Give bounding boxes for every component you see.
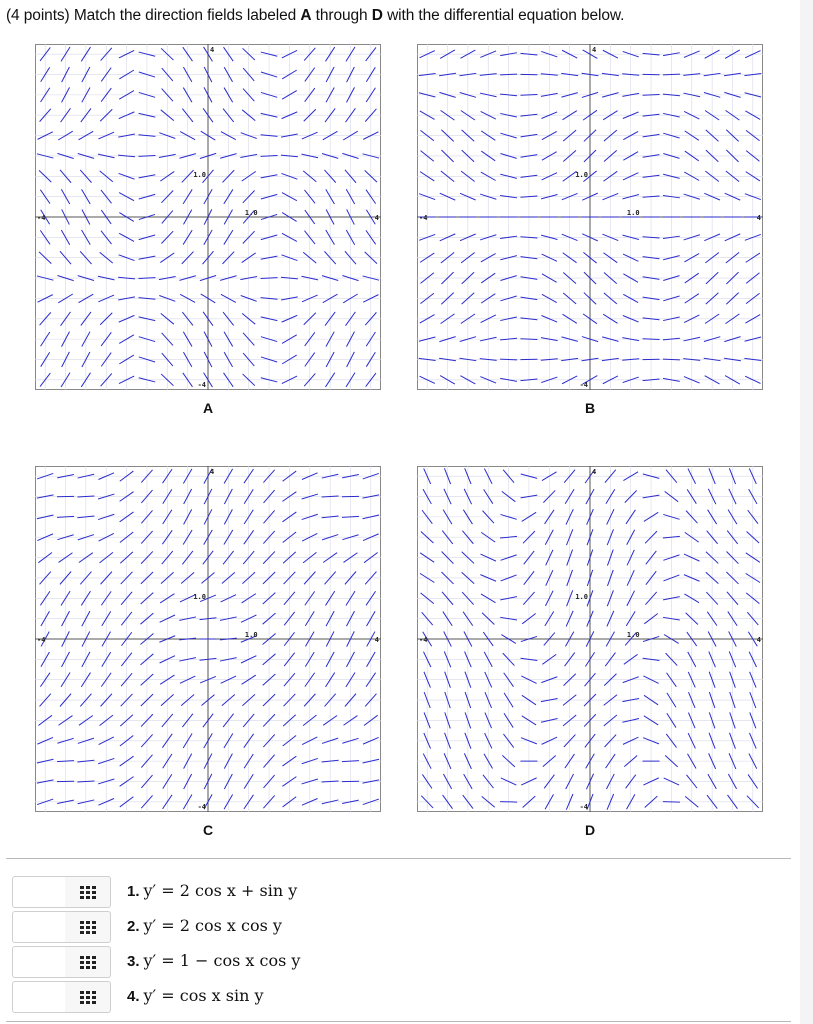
equation-text-2: y′ = 2 cos x cos y xyxy=(143,916,282,935)
bottom-divider xyxy=(6,1021,791,1022)
equation-2 xyxy=(127,916,282,935)
direction-field-a-plot xyxy=(35,44,381,390)
equation-text-3: y′ = 1 − cos x cos y xyxy=(143,951,301,970)
axis-label-x-min: -4 xyxy=(419,636,428,644)
answer-input-2[interactable] xyxy=(12,911,66,943)
direction-field-d-plot xyxy=(417,466,763,812)
axis-tick-x: 1.0 xyxy=(626,631,640,639)
field-label-a: A xyxy=(202,400,214,416)
equation-number-1: 1. xyxy=(127,883,140,900)
axis-label-y-min: -4 xyxy=(197,803,206,811)
direction-field-c-plot xyxy=(35,466,381,812)
grid-menu-icon xyxy=(80,956,96,969)
prompt-label-a: A xyxy=(300,7,312,24)
axis-label-y-max: 4 xyxy=(210,46,215,54)
answer-picker-button-4[interactable] xyxy=(65,981,111,1013)
prompt-text-suffix: with the differential equation below. xyxy=(382,7,625,24)
page-right-edge xyxy=(800,0,813,1024)
grid-menu-icon xyxy=(80,886,96,899)
prompt-text-through: through xyxy=(311,7,372,24)
direction-field-b-plot xyxy=(417,44,763,390)
equation-text-4: y′ = cos x sin y xyxy=(143,986,264,1005)
axis-tick-y: 1.0 xyxy=(193,592,206,601)
axis-label-x-max: 4 xyxy=(756,636,761,644)
direction-field-d xyxy=(417,466,763,812)
equation-number-2: 2. xyxy=(127,918,140,935)
axis-tick-y: 1.0 xyxy=(193,170,206,179)
answer-picker-button-1[interactable] xyxy=(65,876,111,908)
axis-label-y-min: -4 xyxy=(197,381,206,389)
grid-menu-icon xyxy=(80,921,96,934)
axis-label-x-min: -4 xyxy=(37,636,46,644)
equation-1 xyxy=(127,881,297,900)
axis-label-y-max: 4 xyxy=(592,46,597,54)
equation-number-3: 3. xyxy=(127,953,140,970)
direction-field-b xyxy=(417,44,763,390)
answer-input-1[interactable] xyxy=(12,876,66,908)
axis-label-x-max: 4 xyxy=(756,214,761,222)
equation-text-1: y′ = 2 cos x + sin y xyxy=(143,881,298,900)
axis-label-y-min: -4 xyxy=(579,803,588,811)
axis-tick-y: 1.0 xyxy=(575,592,588,601)
slope-segment xyxy=(663,802,680,803)
slope-segment xyxy=(500,802,517,803)
answer-input-4[interactable] xyxy=(12,981,66,1013)
section-divider xyxy=(6,858,791,859)
axis-label-x-min: -4 xyxy=(419,214,428,222)
equation-number-4: 4. xyxy=(127,988,140,1005)
axis-label-x-max: 4 xyxy=(374,214,379,222)
answer-picker-button-3[interactable] xyxy=(65,946,111,978)
answer-input-3[interactable] xyxy=(12,946,66,978)
field-label-b: B xyxy=(584,400,596,416)
direction-field-a xyxy=(35,44,381,390)
prompt-label-d: D xyxy=(371,7,383,24)
axis-tick-x: 1.0 xyxy=(244,631,258,639)
axis-tick-x: 1.0 xyxy=(244,209,258,217)
equation-3 xyxy=(127,951,300,970)
question-prompt xyxy=(6,7,624,25)
grid-menu-icon xyxy=(80,991,96,1004)
axis-label-y-max: 4 xyxy=(210,468,215,476)
axis-label-x-max: 4 xyxy=(374,636,379,644)
axis-tick-x: 1.0 xyxy=(626,209,640,217)
direction-field-c xyxy=(35,466,381,812)
field-label-d: D xyxy=(584,822,596,838)
axis-label-y-min: -4 xyxy=(579,381,588,389)
field-label-c: C xyxy=(202,822,214,838)
answer-picker-button-2[interactable] xyxy=(65,911,111,943)
axis-label-y-max: 4 xyxy=(592,468,597,476)
prompt-text: (4 points) Match the direction fields labeled xyxy=(6,7,301,24)
axis-tick-y: 1.0 xyxy=(575,170,588,179)
axis-label-x-min: -4 xyxy=(37,214,46,222)
equation-4 xyxy=(127,986,264,1005)
